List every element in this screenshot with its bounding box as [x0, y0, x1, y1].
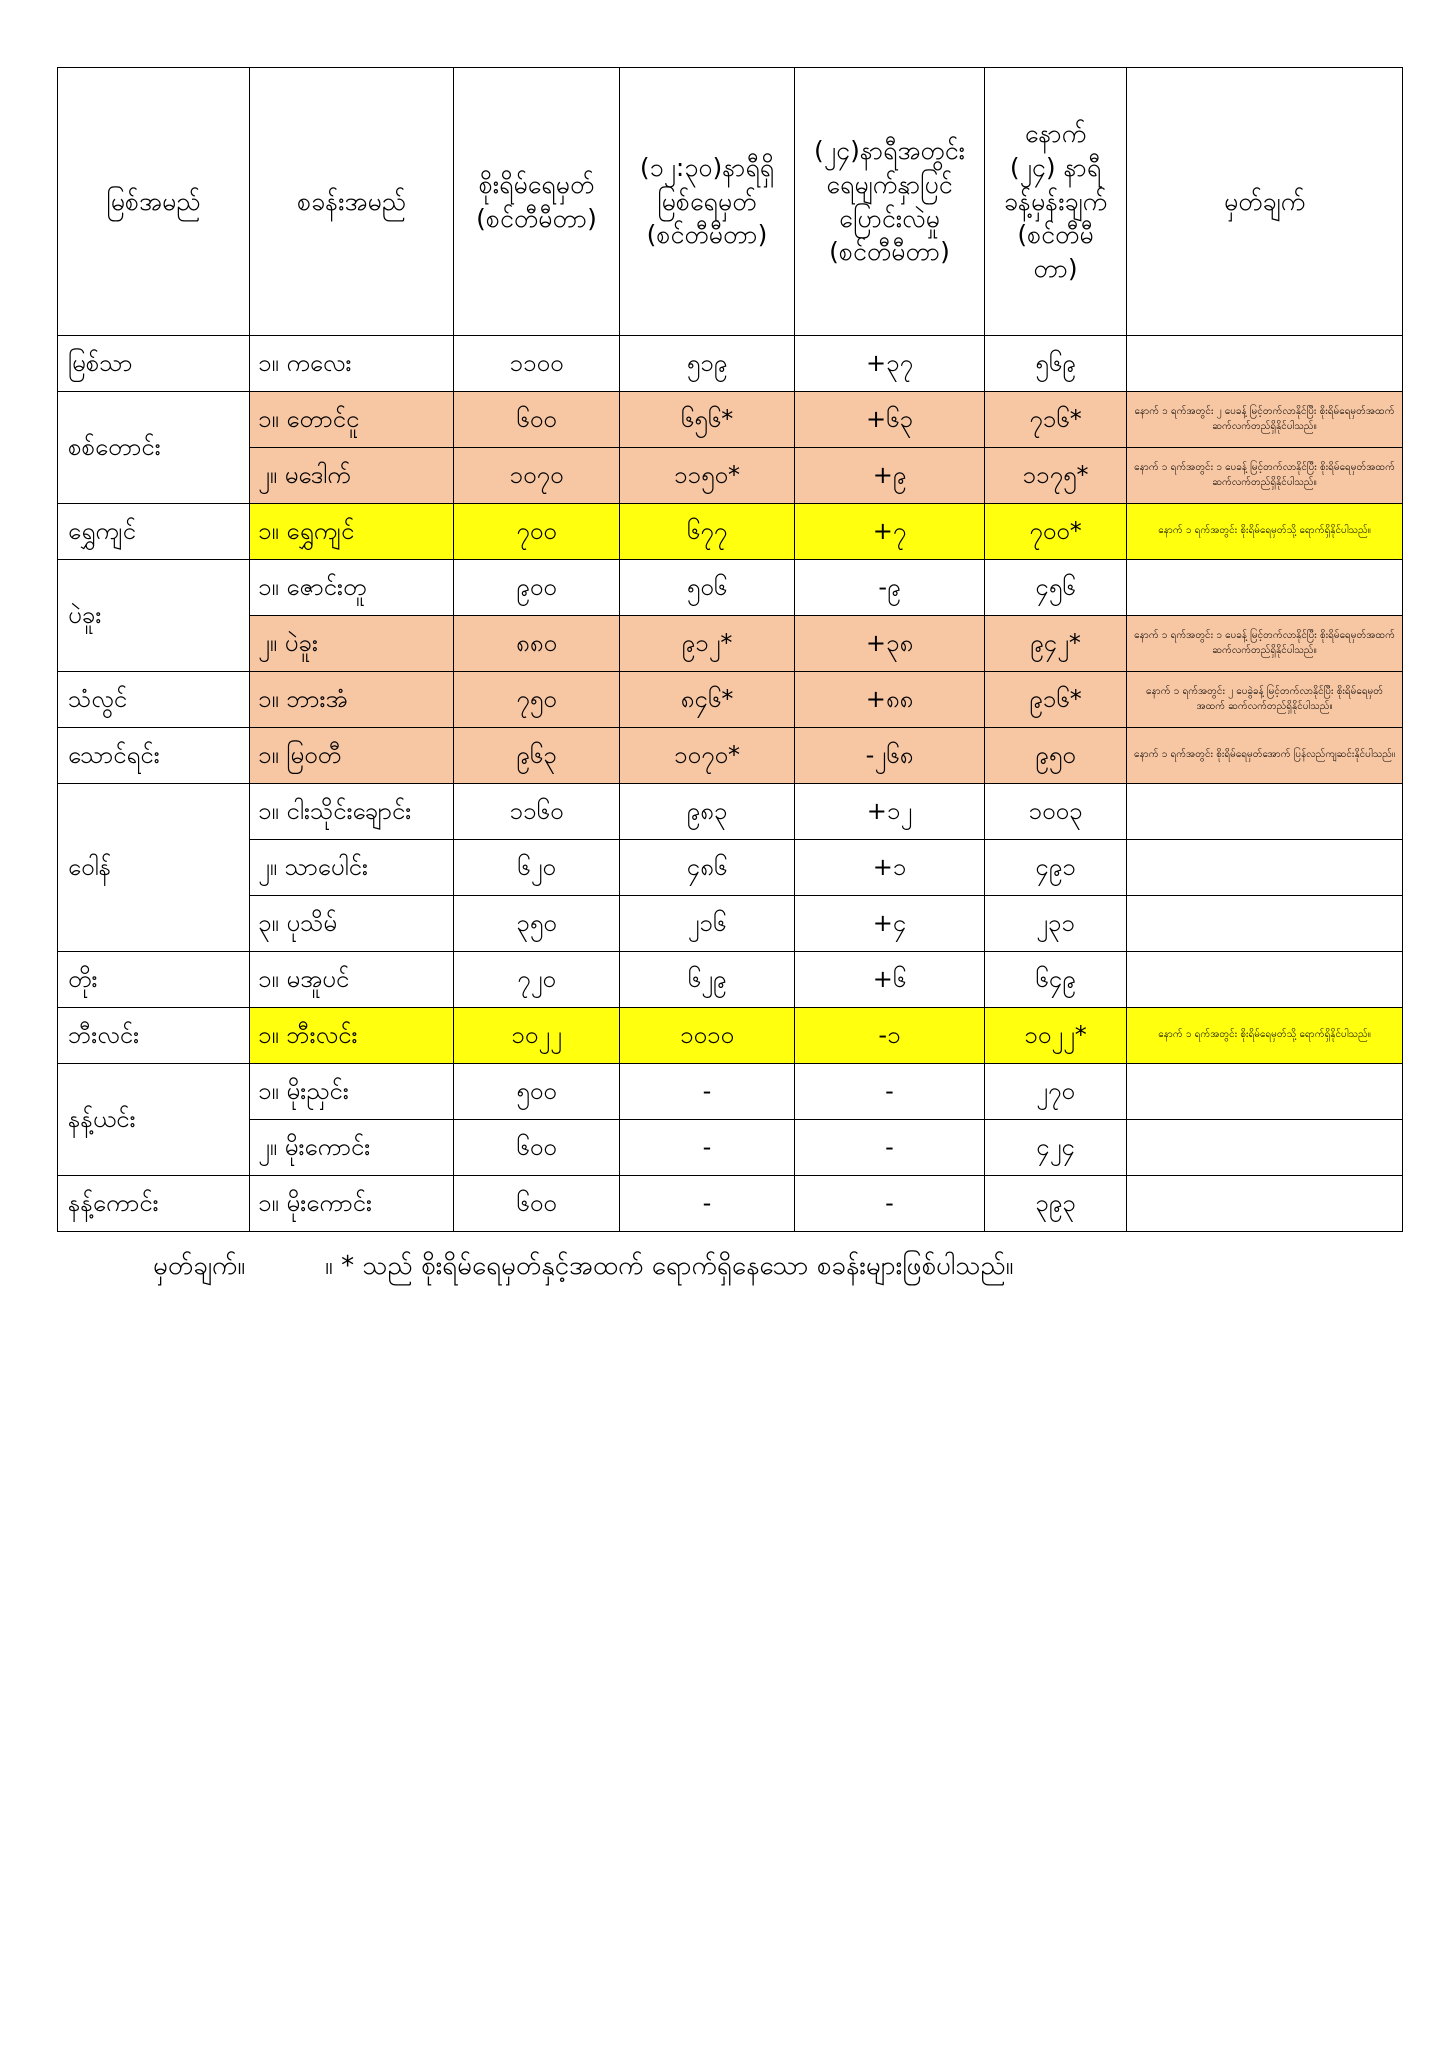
current-level-cell: ၆၅၆* [620, 392, 795, 448]
station-cell: ၁။ ဘားအံ [250, 672, 454, 728]
station-cell: ၂။ ပဲခူး [250, 616, 454, 672]
change-cell: -၁ [795, 1008, 985, 1064]
table-body [58, 336, 1403, 1232]
forecast-cell: ၂၃၁ [985, 896, 1127, 952]
table-row [58, 448, 1403, 504]
current-level-cell: ၉၈၃ [620, 784, 795, 840]
remark-cell: နောက် ၁ ရက်အတွင်း စိုးရိမ်ရေမှတ်အောက် ပြန်လည်ကျဆင်းနိုင်ပါသည်။ [1127, 728, 1403, 784]
remark-cell: နောက် ၁ ရက်အတွင်း ၂ ပေခွဲခန့် မြင့်တက်လာနိုင်ပြီး စိုးရိမ်ရေမှတ်အထက် ဆက်လက်တည်ရှိနိုင်ပါသည်။ [1127, 672, 1403, 728]
forecast-cell: ၇၁၆* [985, 392, 1127, 448]
forecast-cell: ၁၀၂၂* [985, 1008, 1127, 1064]
table-row [58, 840, 1403, 896]
danger-level-cell: ၁၁၀၀ [454, 336, 620, 392]
station-cell: ၂။ သာပေါင်း [250, 840, 454, 896]
river-name-cell: သောင်ရင်း [58, 728, 250, 784]
forecast-cell: ၁၁၇၅* [985, 448, 1127, 504]
river-name-cell: သံလွင် [58, 672, 250, 728]
change-cell: +၃၈ [795, 616, 985, 672]
forecast-cell: ၁၀၀၃ [985, 784, 1127, 840]
table-row [58, 672, 1403, 728]
change-cell: +၁ [795, 840, 985, 896]
table-row [58, 336, 1403, 392]
forecast-cell: ၆၄၉ [985, 952, 1127, 1008]
station-cell: ၂။ မဒေါက် [250, 448, 454, 504]
current-level-cell: - [620, 1064, 795, 1120]
station-cell: ၂။ မိုးကောင်း [250, 1120, 454, 1176]
danger-level-cell: ၇၅၀ [454, 672, 620, 728]
table-row [58, 392, 1403, 448]
danger-level-cell: ၉၀၀ [454, 560, 620, 616]
remark-cell [1127, 840, 1403, 896]
change-cell: +၁၂ [795, 784, 985, 840]
river-name-cell: စစ်တောင်း [58, 392, 250, 504]
header-row [58, 68, 1403, 336]
header-remarks: မှတ်ချက် [1127, 68, 1403, 336]
current-level-cell: ၅၀၆ [620, 560, 795, 616]
header-forecast-24h: နောက် (၂၄) နာရီ ခန့်မှန်းချက် (စင်တီမီ တာ) [985, 68, 1127, 336]
footnote [153, 1248, 1013, 1287]
footnote-text: ။ * သည် စိုးရိမ်ရေမှတ်နှင့်အထက် ရောက်ရှိနေသော စခန်းများဖြစ်ပါသည်။ [325, 1251, 1014, 1281]
current-level-cell: ၁၀၇၀* [620, 728, 795, 784]
river-name-cell: ဘီးလင်း [58, 1008, 250, 1064]
danger-level-cell: ၆၀၀ [454, 1120, 620, 1176]
forecast-cell: ၂၇၀ [985, 1064, 1127, 1120]
forecast-cell: ၉၄၂* [985, 616, 1127, 672]
change-cell: - [795, 1176, 985, 1232]
header-danger-level: စိုးရိမ်ရေမှတ် (စင်တီမီတာ) [454, 68, 620, 336]
table-row [58, 1008, 1403, 1064]
remark-cell [1127, 1176, 1403, 1232]
table-row [58, 728, 1403, 784]
change-cell: +၈၈ [795, 672, 985, 728]
river-level-table [57, 67, 1403, 1232]
river-name-cell: နန့်ယင်း [58, 1064, 250, 1176]
current-level-cell: ၆၂၉ [620, 952, 795, 1008]
danger-level-cell: ၁၁၆၀ [454, 784, 620, 840]
station-cell: ၁။ မအူပင် [250, 952, 454, 1008]
station-cell: ၃။ ပုသိမ် [250, 896, 454, 952]
forecast-cell: ၄၅၆ [985, 560, 1127, 616]
current-level-cell: - [620, 1176, 795, 1232]
danger-level-cell: ၆၀၀ [454, 392, 620, 448]
remark-cell [1127, 952, 1403, 1008]
river-name-cell: ဝေါန် [58, 784, 250, 952]
table-row [58, 896, 1403, 952]
remark-cell [1127, 336, 1403, 392]
change-cell: +၃၇ [795, 336, 985, 392]
forecast-cell: ၇၀၀* [985, 504, 1127, 560]
table-row [58, 784, 1403, 840]
header-river: မြစ်အမည် [58, 68, 250, 336]
change-cell: -၉ [795, 560, 985, 616]
danger-level-cell: ၇၂၀ [454, 952, 620, 1008]
river-name-cell: နန့်ကောင်း [58, 1176, 250, 1232]
current-level-cell: ၈၄၆* [620, 672, 795, 728]
current-level-cell: ၁၀၁၀ [620, 1008, 795, 1064]
footnote-label: မှတ်ချက်။ [153, 1251, 246, 1281]
station-cell: ၁။ ဘီးလင်း [250, 1008, 454, 1064]
change-cell: -၂၆၈ [795, 728, 985, 784]
forecast-cell: ၄၉၁ [985, 840, 1127, 896]
river-name-cell: တိုး [58, 952, 250, 1008]
table-row [58, 1176, 1403, 1232]
remark-cell [1127, 1064, 1403, 1120]
forecast-cell: ၉၁၆* [985, 672, 1127, 728]
danger-level-cell: ၁၀၂၂ [454, 1008, 620, 1064]
change-cell: - [795, 1064, 985, 1120]
header-current-level: (၁၂:၃၀)နာရီရှိ မြစ်ရေမှတ် (စင်တီမီတာ) [620, 68, 795, 336]
river-name-cell: မြစ်သာ [58, 336, 250, 392]
table-row [58, 1120, 1403, 1176]
current-level-cell: ၆၇၇ [620, 504, 795, 560]
remark-cell [1127, 784, 1403, 840]
station-cell: ၁။ ရွှေကျင် [250, 504, 454, 560]
station-cell: ၁။ မြဝတီ [250, 728, 454, 784]
danger-level-cell: ၆၀၀ [454, 1176, 620, 1232]
current-level-cell: ၂၁၆ [620, 896, 795, 952]
forecast-cell: ၃၉၃ [985, 1176, 1127, 1232]
remark-cell: နောက် ၁ ရက်အတွင်း စိုးရိမ်ရေမှတ်သို့ ရောက်ရှိနိုင်ပါသည်။ [1127, 1008, 1403, 1064]
remark-cell: နောက် ၁ ရက်အတွင်း ၁ ပေခန့် မြင့်တက်လာနိုင်ပြီး စိုးရိမ်ရေမှတ်အထက် ဆက်လက်တည်ရှိနိုင်ပါသည်။ [1127, 448, 1403, 504]
remark-cell: နောက် ၁ ရက်အတွင်း စိုးရိမ်ရေမှတ်သို့ ရောက်ရှိနိုင်ပါသည်။ [1127, 504, 1403, 560]
table-row [58, 560, 1403, 616]
current-level-cell: - [620, 1120, 795, 1176]
station-cell: ၁။ ကလေး [250, 336, 454, 392]
header-station: စခန်းအမည် [250, 68, 454, 336]
change-cell: +၄ [795, 896, 985, 952]
station-cell: ၁။ ဇောင်းတူ [250, 560, 454, 616]
header-change-24h: (၂၄)နာရီအတွင်း ရေမျက်နှာပြင် ပြောင်းလဲမှု (စင်တီမီတာ) [795, 68, 985, 336]
table-row [58, 616, 1403, 672]
change-cell: +၉ [795, 448, 985, 504]
forecast-cell: ၅၆၉ [985, 336, 1127, 392]
remark-cell: နောက် ၁ ရက်အတွင်း ၂ ပေခန့် မြင့်တက်လာနိုင်ပြီး စိုးရိမ်ရေမှတ်အထက် ဆက်လက်တည်ရှိနိုင်ပါသည်။ [1127, 392, 1403, 448]
change-cell: +၇ [795, 504, 985, 560]
current-level-cell: ၉၁၂* [620, 616, 795, 672]
danger-level-cell: ၉၆၃ [454, 728, 620, 784]
remark-cell [1127, 1120, 1403, 1176]
river-name-cell: ပဲခူး [58, 560, 250, 672]
danger-level-cell: ၆၂၀ [454, 840, 620, 896]
station-cell: ၁။ မိုးညှင်း [250, 1064, 454, 1120]
current-level-cell: ၁၁၅၀* [620, 448, 795, 504]
remark-cell [1127, 560, 1403, 616]
station-cell: ၁။ မိုးကောင်း [250, 1176, 454, 1232]
danger-level-cell: ၁၀၇၀ [454, 448, 620, 504]
table-row [58, 504, 1403, 560]
danger-level-cell: ၃၅၀ [454, 896, 620, 952]
change-cell: +၆ [795, 952, 985, 1008]
remark-cell [1127, 896, 1403, 952]
table-row [58, 952, 1403, 1008]
current-level-cell: ၄၈၆ [620, 840, 795, 896]
danger-level-cell: ၅၀၀ [454, 1064, 620, 1120]
forecast-cell: ၄၂၄ [985, 1120, 1127, 1176]
change-cell: - [795, 1120, 985, 1176]
forecast-cell: ၉၅၀ [985, 728, 1127, 784]
danger-level-cell: ၇၀၀ [454, 504, 620, 560]
current-level-cell: ၅၁၉ [620, 336, 795, 392]
remark-cell: နောက် ၁ ရက်အတွင်း ၁ ပေခန့် မြင့်တက်လာနိုင်ပြီး စိုးရိမ်ရေမှတ်အထက် ဆက်လက်တည်ရှိနိုင်ပါသည်။ [1127, 616, 1403, 672]
river-name-cell: ရွှေကျင် [58, 504, 250, 560]
station-cell: ၁။ တောင်ငူ [250, 392, 454, 448]
change-cell: +၆၃ [795, 392, 985, 448]
danger-level-cell: ၈၈၀ [454, 616, 620, 672]
table-row [58, 1064, 1403, 1120]
station-cell: ၁။ ငါးသိုင်းချောင်း [250, 784, 454, 840]
